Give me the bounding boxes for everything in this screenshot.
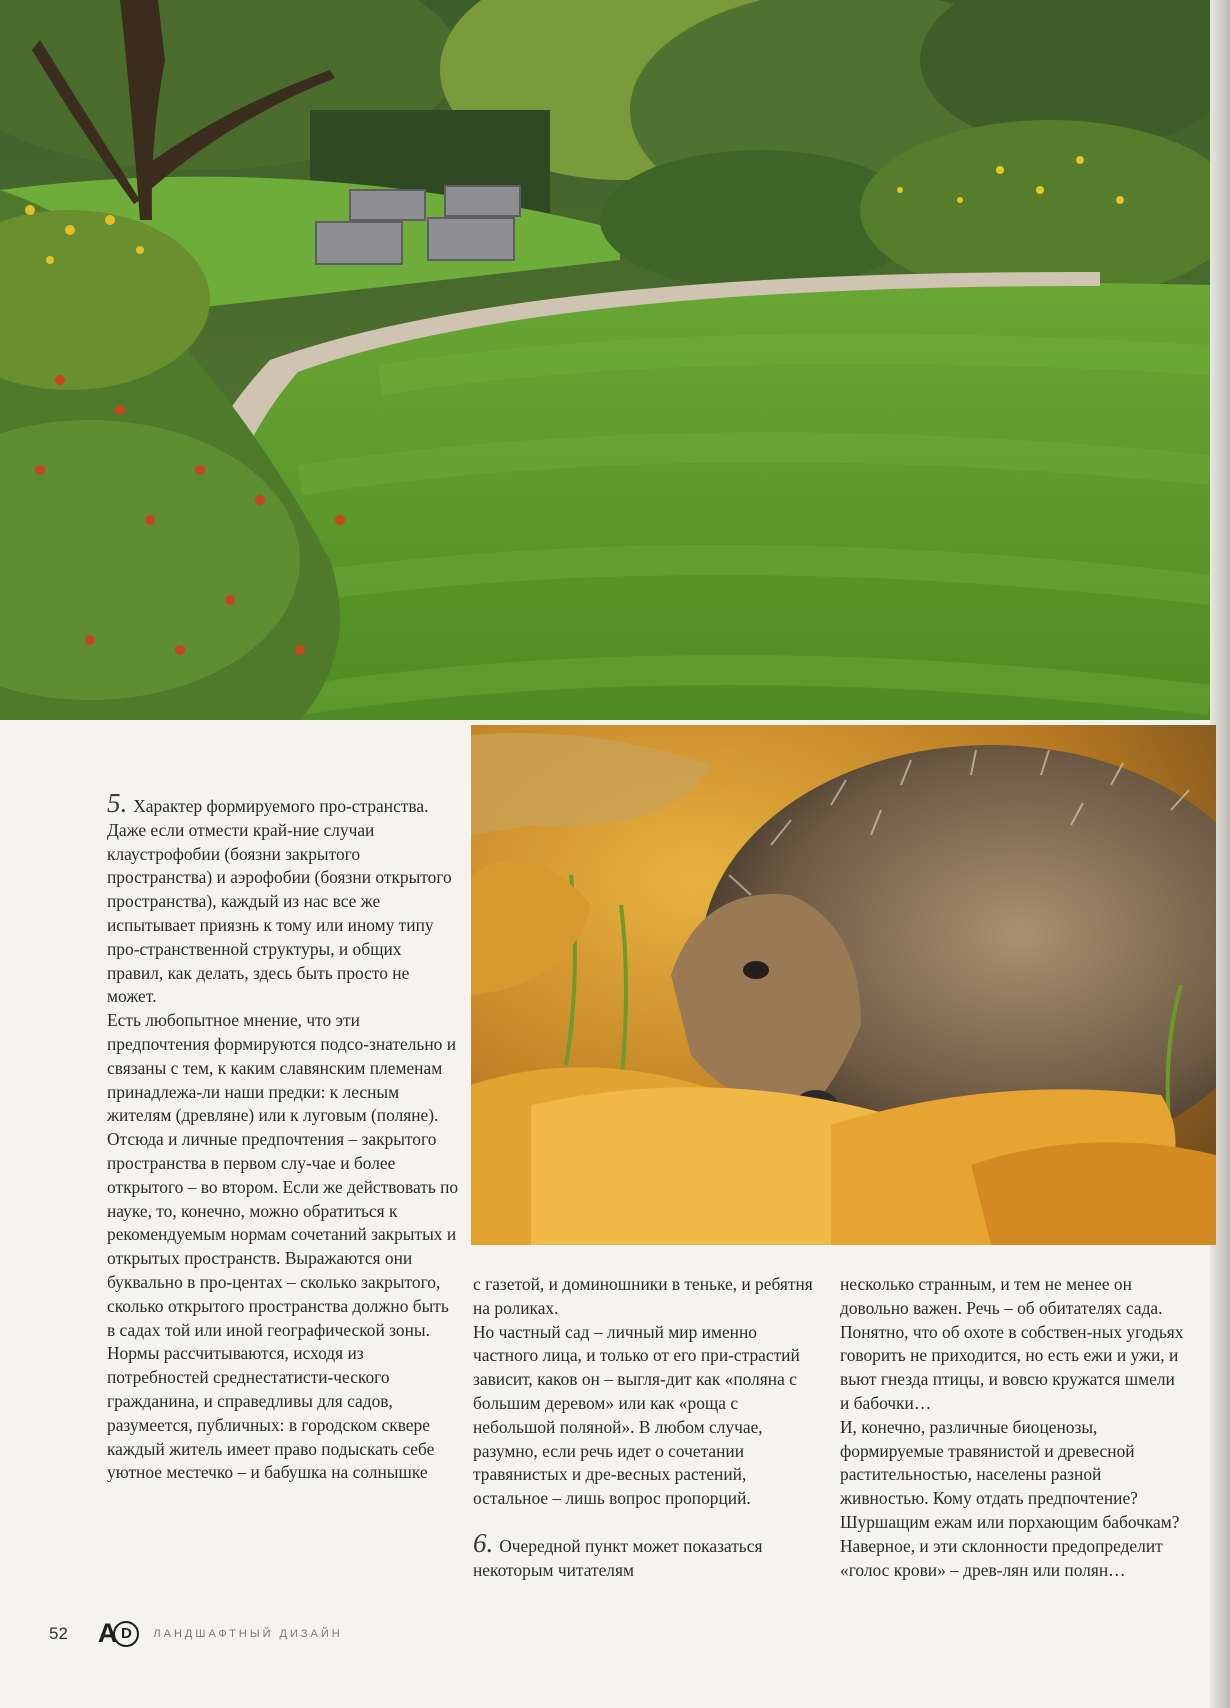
article-column-3 [840, 1273, 1185, 1582]
logo-letter-d: D [113, 1621, 139, 1647]
page-number: 52 [49, 1623, 68, 1643]
hedgehog-photo [471, 725, 1216, 1245]
magazine-name: ЛАНДШАФТНЫЙ ДИЗАЙН [153, 1627, 343, 1640]
item-5-text: Характер формируемого про-странства. Даже если отмести край-ние случаи клаустрофобии (боязни закрытого пространства) и аэрофобии (боязни открытого пространства), каждый из нас все же испытывает приязнь к тому или иному типу про-странственной структуры, и общих правил, как делать, здесь быть просто не может. [107, 796, 452, 1007]
item-6-number: 6. [473, 1527, 494, 1558]
col1-paragraph-2: Есть любопытное мнение, что эти предпочтения формируются подсо-знательно и связаны с тем, к каким славянским племенам принадлежа-ли наши предки: к лесным жителям (древляне) или к луговым (поляне). Отсюда и личные предпочтения – закрытого пространства в первом слу-чае и более открытого – во втором. Если же действовать по науке, то, конечно, можно обратиться к рекомендуемым нормам сочетаний закрытых и открытых пространств. Выражаются они буквально в про-центах – сколько закрытого, сколько открытого пространства должно быть в садах той или иной географической зоны. Нормы рассчитываются, исходя из потребностей среднестатисти-ческого гражданина, и справедливы для садов, разумеется, публичных: в городском сквере каждый житель имеет право подыскать себе уютное местечко – и бабушка на солнышке [107, 1010, 459, 1483]
col2-paragraph-1: с газетой, и доминошники в теньке, и ребятня на роликах. [473, 1274, 813, 1318]
magazine-logo [98, 1620, 140, 1647]
col3-paragraph-1: несколько странным, и тем не менее он довольно важен. Речь – об обитателях сада. Понятно, что об охоте в собствен-ных угодьях говорить не приходится, но есть ежи и ужи, и вьют гнезда птицы, и вовсю кружатся шмели и бабочки… [840, 1274, 1184, 1413]
item-5-paragraph [107, 788, 459, 1009]
item-6-text: Очередной пункт может показаться некоторым читателям [473, 1535, 763, 1580]
col3-paragraph-2: И, конечно, различные биоценозы, формируемые травянистой и древесной растительностью, населены разной живностью. Кому отдать предпочтение? Шуршащим ежам или порхающим бабочкам? Наверное, и эти склонности предопределит «голос крови» – древ-лян или полян… [840, 1416, 1180, 1580]
item-5-number: 5. [107, 788, 128, 818]
logo-letter-a: A [97, 1618, 118, 1648]
item-6-paragraph [473, 1527, 818, 1583]
article-column-1 [107, 788, 459, 1485]
article-column-2 [473, 1273, 818, 1583]
page-footer [49, 1620, 343, 1647]
col2-paragraph-2: Но частный сад – личный мир именно частного лица, и только от его при-страстий зависит, каков он – выгля-дит как «поляна с большим деревом» или как «роща с небольшой поляной». В любом случае, разумно, если речь идет о сочетании травянистых и дре-весных растений, остальное – лишь вопрос пропорций. [473, 1321, 800, 1509]
garden-lawn-photo [0, 0, 1210, 720]
